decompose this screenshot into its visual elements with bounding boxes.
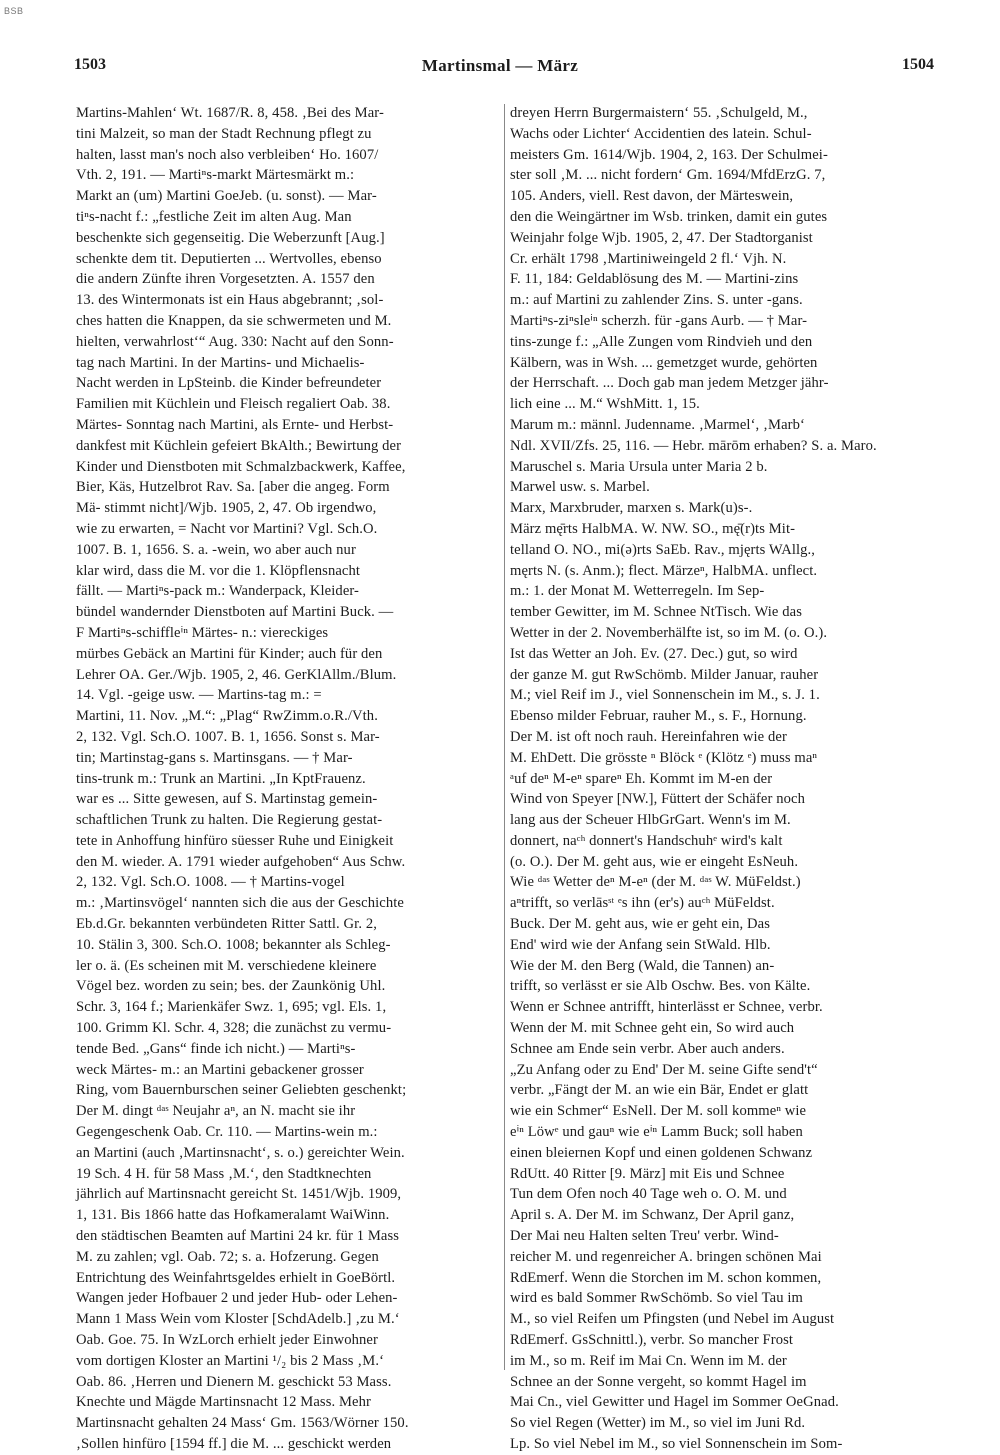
- text-line: Wenn der M. mit Schnee geht ein, So wird auch: [510, 1020, 795, 1037]
- text-line: Kälbern, was in Wsh. ... gemetzget wurde, gehörten: [510, 354, 818, 371]
- text-line: telland O. NO., mi(ə)rts SaEb. Rav., mjęrts WAllg.,: [510, 541, 816, 558]
- text-line: jährlich auf Martinsnacht gereicht St. 1451/Wjb. 1909,: [76, 1186, 402, 1203]
- text-line: Wind von Speyer [NW.], Füttert der Schäfer noch: [510, 791, 805, 808]
- text-line: verbr. „Fängt der M. an wie ein Bär, Endet er glatt: [510, 1082, 809, 1099]
- text-line: 2, 132. Vgl. Sch.O. 1007. B. 1, 1656. Sonst s. Mar-: [76, 728, 380, 745]
- text-line: im M., so m. Reif im Mai Cn. Wenn im M. der: [510, 1352, 787, 1369]
- text-line: Wenn er Schnee antrifft, hinterlässt er Schnee, verbr.: [510, 999, 823, 1016]
- text-line: ᵃuf deⁿ M-eⁿ spareⁿ Eh. Kommt im M-en der: [510, 770, 773, 787]
- text-line: mürbes Gebäck an Martini für Kinder; auch für den: [76, 645, 383, 662]
- text-line: dreyen Herrn Burgermaistern‘ 55. ‚Schulgeld, M.,: [510, 105, 808, 121]
- text-line: Entrichtung des Weinfahrtsgeldes erhielt in GoeBörtl.: [76, 1269, 396, 1286]
- text-line: donnert, naᶜʰ donnert's Handschuhᵉ wird's kalt: [510, 832, 783, 849]
- text-line: einen bleiernen Kopf und einen goldenen Schwanz: [510, 1144, 813, 1161]
- text-line: Martinsnacht gehalten 24 Mass‘ Gm. 1563/Wörner 150.: [76, 1415, 409, 1432]
- text-line: aⁿtrifft, so verlāsˢᵗ ᵉs ihn (er's) auᶜʰ MüFeldst.: [510, 895, 775, 912]
- text-line: schenkte dem tit. Deputierten ... Wertvolles, ebenso: [76, 250, 382, 267]
- text-line: Wie ᵈᵃˢ Wetter deⁿ M-eⁿ (der M. ᵈᵃˢ W. MüFeldst.): [510, 874, 801, 891]
- text-line: Schr. 3, 164 f.; Marienkäfer Swz. 1, 695; vgl. Els. 1,: [76, 999, 387, 1016]
- text-line: F. 11, 184: Geldablösung des M. — Martini-zins: [510, 271, 799, 288]
- text-line: wie ein Schmer“ EsNell. Der M. soll kommeⁿ wie: [510, 1103, 807, 1120]
- text-line: Mann 1 Mass Wein vom Kloster [SchdAdelb.] ‚zu M.‘: [76, 1311, 400, 1328]
- text-line: RdEmerf. GsSchnittl.), verbr. So mancher Frost: [510, 1332, 794, 1349]
- text-line: Vth. 2, 191. — Martiⁿs-markt Märtesmärkt m.:: [76, 167, 355, 184]
- page-number-left: 1503: [74, 56, 106, 73]
- text-line: Tun dem Ofen noch 40 Tage weh o. O. M. und: [510, 1186, 787, 1203]
- text-line: weck Märtes- m.: an Martini gebackener grosser: [76, 1061, 364, 1078]
- text-line: tag nach Martini. In der Martins- und Michaelis-: [76, 354, 365, 371]
- text-line: Markt an (um) Martini GoeJeb. (u. sonst). — Mar-: [76, 188, 377, 205]
- text-line: Wangen jeder Hofbauer 2 und jeder Hub- oder Lehen-: [76, 1290, 398, 1307]
- text-line: war es ... Sitte gewesen, auf S. Martinstag gemein-: [76, 791, 378, 808]
- text-line: End' wird wie der Anfang sein StWald. Hlb.: [510, 936, 771, 953]
- text-line: 13. des Wintermonats ist ein Haus abgebrannt; ‚sol-: [76, 292, 384, 309]
- text-line: Knechte und Mägde Martinsnacht 12 Mass. Mehr: [76, 1394, 371, 1411]
- text-line: Schnee an der Sonne vergeht, so kommt Hagel im: [510, 1373, 807, 1390]
- text-line: 2, 132. Vgl. Sch.O. 1008. — † Martins-vogel: [76, 874, 345, 891]
- text-line: Mai Cn., viel Gewitter und Hagel im Sommer OeGnad.: [510, 1394, 839, 1411]
- text-line: tiⁿs-nacht f.: „festliche Zeit im alten Aug. Man: [76, 208, 352, 225]
- text-line: Marum m.: männl. Judenname. ‚Marmel‘, ‚Marb‘: [510, 416, 805, 433]
- text-line: Marx, Marxbruder, marxen s. Mark(u)s-.: [510, 500, 753, 517]
- text-line: lang aus der Scheuer HlbGrGart. Wenn's im M.: [510, 812, 791, 829]
- text-line: bündel wandernder Dienstboten auf Martini Buck. —: [76, 604, 394, 621]
- text-line: Schnee am Ende sein verbr. Aber auch anders.: [510, 1040, 785, 1057]
- page-number-right: 1504: [902, 56, 934, 73]
- text-line: Eb.d.Gr. bekannten verbündeten Ritter Sattl. Gr. 2,: [76, 916, 377, 933]
- text-line: halten, lasst man's noch also verbleiben‘ Ho. 1607/: [76, 146, 379, 163]
- text-line: RdEmerf. Wenn die Storchen im M. schon kommen,: [510, 1269, 822, 1286]
- text-line: 105. Anders, viell. Rest davon, der Märteswein,: [510, 188, 794, 205]
- text-line: April s. A. Der M. im Schwanz, Der April ganz,: [510, 1207, 795, 1224]
- text-line: tins-zunge f.: „Alle Zungen vom Rindvieh und den: [510, 333, 813, 350]
- text-line: Der M. ist oft noch rauh. Hereinfahren wie der: [510, 728, 787, 745]
- text-line: Oab. Goe. 75. In WzLorch erhielt jeder Einwohner: [76, 1332, 378, 1349]
- text-line: Märtes- Sonntag nach Martini, als Ernte- und Herbst-: [76, 416, 394, 433]
- right-column: [510, 103, 935, 1455]
- text-line: Lehrer OA. Ger./Wjb. 1905, 2, 46. GerKlAllm./Blum.: [76, 666, 397, 683]
- text-line: RdUtt. 40 Ritter [9. März] mit Eis und Schnee: [510, 1165, 785, 1182]
- text-line: schaftlichen Trunk zu halten. Die Regierung gestat-: [76, 812, 383, 829]
- text-line: ler o. ä. (Es scheinen mit M. verschiedene kleinere: [76, 957, 377, 974]
- text-line: tins-trunk m.: Trunk an Martini. „In KptFrauenz.: [76, 770, 366, 787]
- text-line: ‚Sollen hinfüro [1594 ff.] die M. ... geschickt werden: [76, 1436, 392, 1452]
- text-line: Ring, vom Bauernburschen seiner Geliebten geschenkt;: [76, 1082, 407, 1099]
- text-line: beschenkte sich gegenseitig. Die Weberzunft [Aug.]: [76, 229, 385, 246]
- text-line: tember Gewitter, im M. Schnee NtTisch. Wie das: [510, 604, 803, 621]
- text-line: Weinjahr folge Wjb. 1905, 2, 47. Der Stadtorganist: [510, 229, 813, 246]
- text-line: m.: ‚Martinsvögel‘ nannten sich die aus der Geschichte: [76, 895, 404, 912]
- text-line: M. EhDett. Die grösste ⁿ Blöck ᵉ (Klötz ᵉ) muss maⁿ: [510, 749, 818, 766]
- library-stamp: BSB: [4, 6, 24, 16]
- text-line: męrts N. (s. Anm.); flect. Märzeⁿ, HalbMA. unflect.: [510, 562, 818, 579]
- text-line: Gegengeschenk Oab. Cr. 110. — Martins-wein m.:: [76, 1124, 378, 1141]
- text-line: Martini, 11. Nov. „M.“: „Plag“ RwZimm.o.R./Vth.: [76, 708, 378, 725]
- text-line: eⁱⁿ Löwᵉ und gauⁿ wie eⁱⁿ Lamm Buck; soll haben: [510, 1124, 803, 1141]
- text-line: ster soll ‚M. ... nicht fordern‘ Gm. 1694/MfdErzG. 7,: [510, 167, 826, 184]
- text-line: Der M. dingt ᵈᵃˢ Neujahr aⁿ, an N. macht sie ihr: [76, 1103, 356, 1120]
- text-line: tende Bed. „Gans“ finde ich nicht.) — Martiⁿs-: [76, 1040, 356, 1057]
- text-line: Cr. erhält 1798 ‚Martiniweingeld 2 fl.‘ Vjh. N.: [510, 250, 787, 267]
- text-line: Maruschel s. Maria Ursula unter Maria 2 b.: [510, 458, 768, 475]
- text-line: fällt. — Martiⁿs-pack m.: Wanderpack, Kleider-: [76, 583, 360, 600]
- text-line: Ebenso milder Februar, rauher M., s. F., Hornung.: [510, 708, 807, 725]
- text-line: tete in Anhoffung hinfüro süesser Ruhe und Einigkeit: [76, 832, 394, 849]
- text-line: Ndl. XVII/Zfs. 25, 116. — Hebr. mārōm erhaben? S. a. Maro.: [510, 437, 877, 454]
- text-line: Nacht werden in LpSteinb. die Kinder befreundeter: [76, 375, 382, 392]
- text-line: tini Malzeit, so man der Stadt Rechnung pflegt zu: [76, 125, 372, 142]
- text-line: 10. Stälin 3, 300. Sch.O. 1008; bekannter als Schleg-: [76, 936, 391, 953]
- text-line: Der Mai neu Halten selten Treu' verbr. Wind-: [510, 1228, 779, 1245]
- text-line: 19 Sch. 4 H. für 58 Mass ‚M.‘, den Stadtknechten: [76, 1165, 372, 1182]
- text-line: Kinder und Dienstboten mit Schmalzbackwerk, Kaffee,: [76, 458, 406, 475]
- left-column: [76, 103, 501, 1455]
- text-line: 1, 131. Bis 1866 hatte das Hofkameralamt WaiWinn.: [76, 1207, 390, 1224]
- text-line: Wie der M. den Berg (Wald, die Tannen) an-: [510, 957, 775, 974]
- text-line: hielten, verwahrlost‘“ Aug. 330: Nacht auf den Sonn-: [76, 333, 394, 350]
- text-line: lich eine ... M.“ WshMitt. 1, 15.: [510, 396, 700, 413]
- running-head-title: Martinsmal — März: [421, 56, 579, 75]
- page-header: [0, 56, 1000, 86]
- text-line: So viel Regen (Wetter) im M., so viel im Juni Rd.: [510, 1415, 806, 1432]
- text-line: Martiⁿs-ziⁿsleⁱⁿ scherzh. für -gans Aurb. — † Mar-: [510, 312, 808, 329]
- text-line: dankfest mit Küchlein gefeiert BkAlth.; Bewirtung der: [76, 437, 402, 454]
- text-line: Martins-Mahlen‘ Wt. 1687/R. 8, 458. ‚Bei des Mar-: [76, 105, 384, 121]
- text-line: Marwel usw. s. Marbel.: [510, 479, 650, 496]
- text-line: den städtischen Beamten auf Martini 24 kr. für 1 Mass: [76, 1228, 400, 1245]
- text-line: der Herrschaft. ... Doch gab man jedem Metzger jähr-: [510, 375, 829, 392]
- text-line: klar wird, dass die M. vor die 1. Klöpflensnacht: [76, 562, 361, 579]
- text-line: 14. Vgl. -geige usw. — Martins-tag m.: =: [76, 687, 322, 704]
- text-line: wird es bald Sommer RwSchömb. So viel Tau im: [510, 1290, 803, 1307]
- text-line: den die Weingärtner im Wsb. trinken, damit ein gutes: [510, 208, 828, 225]
- text-line: 1007. B. 1, 1656. S. a. -wein, wo aber auch nur: [76, 541, 356, 558]
- text-line: an Martini (auch ‚Martinsnacht‘, s. o.) gereichter Wein.: [76, 1144, 405, 1161]
- text-line: die andern Zünfte ihren Vorgesetzten. A. 1557 den: [76, 271, 375, 288]
- text-line: 100. Grimm Kl. Schr. 4, 328; die zunächst zu vermu-: [76, 1020, 392, 1037]
- text-line: Wetter in der 2. Novemberhälfte ist, so im M. (o. O.).: [510, 624, 828, 641]
- text-line: M., so viel Reifen um Pfingsten (und Nebel im August: [510, 1311, 835, 1328]
- text-line: Familien mit Küchlein und Fleisch regaliert Oab. 38.: [76, 396, 391, 413]
- text-line: der ganze M. gut RwSchömb. Milder Januar, rauher: [510, 666, 819, 683]
- text-line: März mę̄rts HalbMA. W. NW. SO., mę̄(r)ts Mit-: [510, 520, 796, 537]
- text-line: reicher M. und regenreicher A. bringen schönen Mai: [510, 1248, 822, 1265]
- text-line: m.: auf Martini zu zahlender Zins. S. unter -gans.: [510, 292, 803, 309]
- text-line: trifft, so verlässt er sie Alb Oschw. Bes. von Kälte.: [510, 978, 811, 995]
- text-line: M.; viel Reif im J., viel Sonnenschein im M., s. J. 1.: [510, 687, 820, 704]
- text-line: Ist das Wetter an Joh. Ev. (27. Dec.) gut, so wird: [510, 645, 798, 662]
- text-line: Lp. So viel Nebel im M., so viel Sonnenschein im Som-: [510, 1436, 843, 1452]
- text-line: F Martiⁿs-schiffleⁱⁿ Märtes- n.: viereckiges: [76, 624, 329, 641]
- text-line: M. zu zahlen; vgl. Oab. 72; s. a. Hofzerung. Gegen: [76, 1248, 379, 1265]
- text-line: wie zu erwarten, = Nacht vor Martini? Vgl. Sch.O.: [76, 520, 378, 537]
- column-divider: [504, 104, 505, 1370]
- text-line: ches hatten die Knappen, da sie schwermeten und M.: [76, 312, 392, 329]
- text-line: meisters Gm. 1614/Wjb. 1904, 2, 163. Der Schulmei-: [510, 146, 828, 163]
- text-line: vom dortigen Kloster an Martini ¹/₂ bis 2 Mass ‚M.‘: [76, 1352, 385, 1369]
- text-line: Wachs oder Lichter‘ Accidentien des latein. Schul-: [510, 125, 812, 142]
- text-line: tin; Martinstag-gans s. Martinsgans. — † Mar-: [76, 749, 353, 766]
- text-line: m.: 1. der Monat M. Wetterregeln. Im Sep-: [510, 583, 765, 600]
- text-line: (o. O.). Der M. geht aus, wie er eingeht EsNeuh.: [510, 853, 799, 870]
- text-line: Vögel bez. worden zu sein; bes. der Zaunkönig Uhl.: [76, 978, 386, 995]
- text-line: Bier, Käs, Hutzelbrot Rav. Sa. [aber die angeg. Form: [76, 479, 390, 496]
- text-line: Mä- stimmt nicht]/Wjb. 1905, 2, 47. Ob irgendwo,: [76, 500, 377, 517]
- text-line: den M. wieder. A. 1791 wieder aufgehoben“ Aus Schw.: [76, 853, 406, 870]
- text-line: „Zu Anfang oder zu End' Der M. seine Gifte send't“: [510, 1061, 818, 1078]
- text-line: Oab. 86. ‚Herren und Dienern M. geschickt 53 Mass.: [76, 1373, 392, 1390]
- text-line: Buck. Der M. geht aus, wie er geht ein, Das: [510, 916, 771, 933]
